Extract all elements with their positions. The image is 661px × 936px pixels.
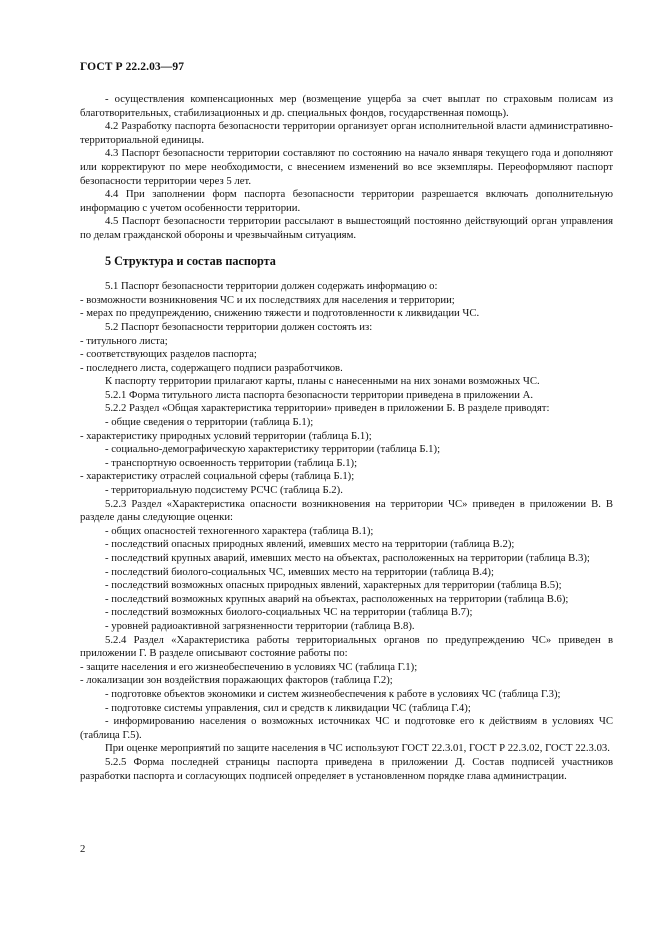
list-item: - общих опасностей техногенного характера (таблица В.1); — [105, 524, 374, 537]
list-item: - последствий опасных природных явлений, имевших место на территории (таблица В.2); — [105, 538, 515, 551]
list-item: - соответствующих разделов паспорта; — [80, 348, 257, 361]
paragraph: 5.2.4 Раздел «Характеристика работы территориальных органов по предупреждению ЧС» приведен в приложении Г. В разделе описывают состояние работы по: — [80, 633, 613, 660]
list-item: - характеристику отраслей социальной сферы (таблица Б.1); — [80, 470, 355, 483]
paragraph: К паспорту территории прилагают карты, планы с нанесенными на них зонами возможных ЧС. — [105, 375, 540, 388]
section-heading: 5 Структура и состав паспорта — [105, 253, 276, 268]
list-item: - последнего листа, содержащего подписи разработчиков. — [80, 361, 343, 374]
list-item: - последствий возможных крупных аварий на объектах, расположенных на территории (таблица В.6); — [105, 592, 569, 605]
list-item: - возможности возникновения ЧС и их последствиях для населения и территории; — [80, 293, 455, 306]
list-item: - подготовке объектов экономики и систем жизнеобеспечения к работе в условиях ЧС (таблица Г.3); — [105, 687, 561, 700]
list-item: - последствий биолого-социальных ЧС, имевших место на территории (таблица В.4); — [105, 565, 494, 578]
paragraph: - осуществления компенсационных мер (возмещение ущерба за счет выплат по страховым полисам из благотворительных, стабилизационных и др. специальных фондов, государственная помощь). — [80, 93, 613, 119]
paragraph: 5.2.1 Форма титульного листа паспорта безопасности территории приведена в приложении А. — [105, 388, 533, 401]
list-item: - последствий крупных аварий, имевших место на объектах, расположенных на территории (таблица В.3); — [105, 552, 590, 564]
list-item: - информированию населения о возможных источниках ЧС и подготовке его к действиям в условиях ЧС (таблица Г.5). — [80, 715, 613, 741]
paragraph: 4.5 Паспорт безопасности территории рассылают в вышестоящий постоянно действующий орган управления по делам гражданской обороны и чрезвычайным ситуациям. — [80, 215, 613, 241]
paragraph: 4.3 Паспорт безопасности территории составляют по состоянию на начало января текущего года и дополняют или корректируют по мере необходимости, с внесением изменений во все экземпляры. Переоформляют паспорт безопасности территории через 5 лет. — [80, 147, 613, 187]
paragraph: При оценке мероприятий по защите населения в ЧС используют ГОСТ 22.3.01, ГОСТ Р 22.3.02, ГОСТ 22.3.03. — [105, 742, 610, 755]
paragraph: 4.4 При заполнении форм паспорта безопасности территории разрешается включать дополнительную информацию с учетом особенности территории. — [80, 188, 613, 214]
list-item: - характеристику природных условий территории (таблица Б.1); — [80, 429, 372, 442]
paragraph: 5.1 Паспорт безопасности территории должен содержать информацию о: — [105, 280, 438, 293]
list-item: - подготовке системы управления, сил и средств к ликвидации ЧС (таблица Г.4); — [105, 701, 471, 714]
document-header: ГОСТ Р 22.2.03—97 — [80, 61, 185, 73]
paragraph: 5.2 Паспорт безопасности территории должен состоять из: — [105, 320, 373, 333]
list-item: - титульного листа; — [80, 334, 168, 347]
list-item: - территориальную подсистему РСЧС (таблица Б.2). — [105, 484, 343, 497]
page-number: 2 — [80, 843, 86, 855]
list-item: - последствий возможных биолого-социальных ЧС на территории (таблица В.7); — [105, 606, 473, 619]
list-item: - мерах по предупреждению, снижению тяжести и подготовленности к ликвидации ЧС. — [80, 307, 480, 320]
paragraph: 4.2 Разработку паспорта безопасности территории организует орган исполнительной власти административно-территориальной единицы. — [80, 120, 613, 146]
list-item: - социально-демографическую характеристику территории (таблица Б.1); — [105, 443, 441, 456]
paragraph: 5.2.3 Раздел «Характеристика опасности возникновения на территории ЧС» приведен в приложении В. В разделе даны следующие оценки: — [80, 497, 613, 524]
list-item: - защите населения и его жизнеобеспечению в условиях ЧС (таблица Г.1); — [80, 660, 418, 673]
list-item: - транспортную освоенность территории (таблица Б.1); — [105, 456, 358, 469]
list-item: - общие сведения о территории (таблица Б.1); — [105, 416, 314, 429]
list-item: - локализации зон воздействия поражающих факторов (таблица Г.2); — [80, 674, 393, 687]
document-body — [80, 93, 613, 783]
paragraph: 5.2.5 Форма последней страницы паспорта приведена в приложении Д. Состав подписей участников разработки паспорта и согласующих подписей определяет в установленном порядке глава администрации. — [80, 755, 613, 782]
list-item: - последствий возможных опасных природных явлений, характерных для территории (таблица В.5); — [105, 579, 562, 592]
paragraph: 5.2.2 Раздел «Общая характеристика территории» приведен в приложении Б. В разделе приводят: — [105, 402, 550, 415]
list-item: - уровней радиоактивной загрязненности территории (таблица В.8). — [105, 619, 415, 632]
